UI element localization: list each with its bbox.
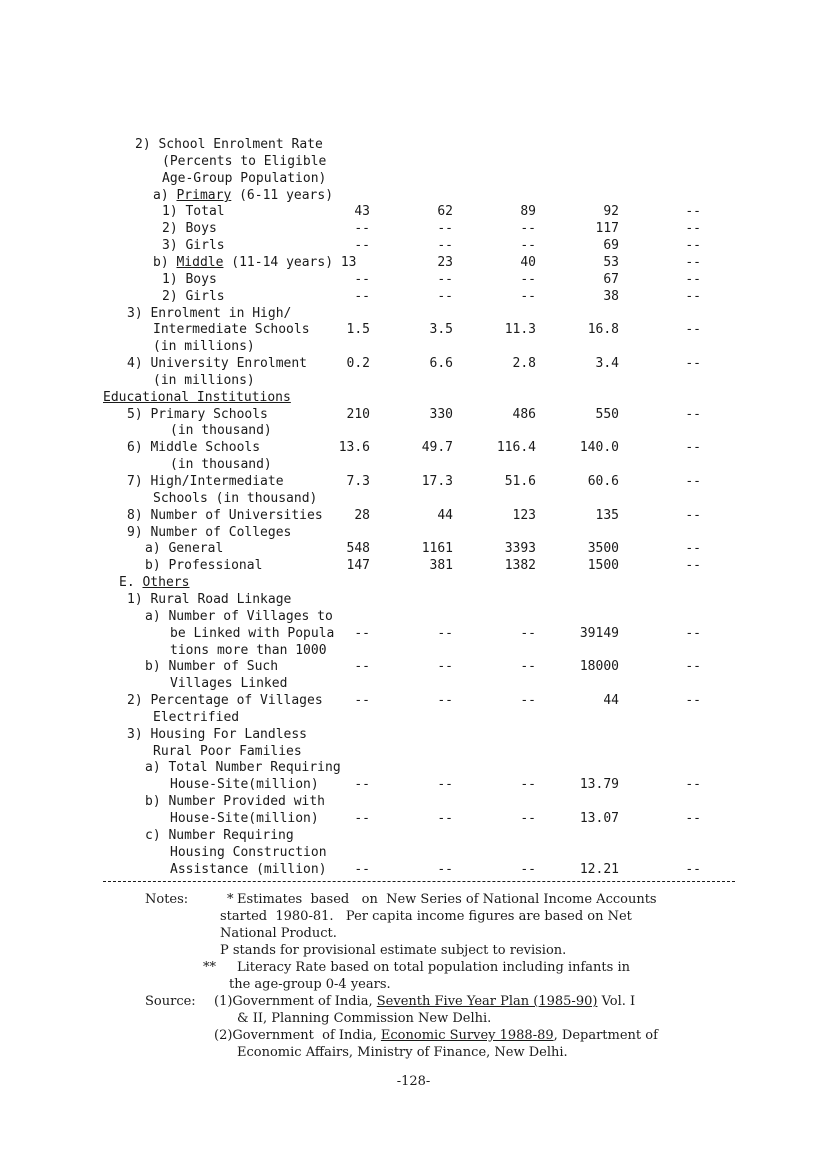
table-cell: 39149 <box>579 626 619 641</box>
table-cell: 23 <box>437 255 453 270</box>
table-cell: 44 <box>603 693 619 708</box>
table-cell: 13.07 <box>579 811 619 826</box>
table-cell: 43 <box>354 204 370 219</box>
row-label: 2) Girls <box>162 289 225 304</box>
table-cell: 135 <box>595 508 619 523</box>
table-cell: -- <box>354 777 370 792</box>
table-cell: -- <box>685 626 701 641</box>
table-cell: -- <box>685 289 701 304</box>
note-double-star-line-1: Literacy Rate based on total population including infants in <box>237 960 630 975</box>
row-label: Electrified <box>153 710 240 725</box>
table-cell: 0.2 <box>346 356 370 371</box>
table-cell: 1161 <box>421 541 453 556</box>
source-1-line-2: & II, Planning Commission New Delhi. <box>237 1011 492 1026</box>
row-label: b) Middle (11-14 years) 13 <box>153 255 357 270</box>
table-cell: 1.5 <box>346 322 370 337</box>
note-star-line-2: started 1980-81. Per capita income figures are based on Net <box>220 909 632 924</box>
row-label: be Linked with Popula <box>170 626 335 641</box>
table-cell: -- <box>685 272 701 287</box>
table-cell: -- <box>685 474 701 489</box>
row-label: 5) Primary Schools <box>127 407 268 422</box>
table-cell: 40 <box>520 255 536 270</box>
row-label: Rural Poor Families <box>153 744 302 759</box>
table-cell: 210 <box>346 407 370 422</box>
table-cell: -- <box>437 272 453 287</box>
row-label: 9) Number of Colleges <box>127 525 292 540</box>
table-cell: -- <box>354 862 370 877</box>
table-cell: -- <box>520 238 536 253</box>
row-label: Villages Linked <box>170 676 288 691</box>
table-cell: -- <box>685 221 701 236</box>
table-cell: 116.4 <box>496 440 536 455</box>
table-cell: -- <box>520 272 536 287</box>
table-cell: 7.3 <box>346 474 370 489</box>
table-cell: 89 <box>520 204 536 219</box>
table-cell: 140.0 <box>579 440 619 455</box>
source-2-line-2: Economic Affairs, Ministry of Finance, New Delhi. <box>237 1045 568 1060</box>
table-cell: 53 <box>603 255 619 270</box>
row-label: E. Others <box>119 575 190 590</box>
table-cell: -- <box>437 289 453 304</box>
table-cell: 6.6 <box>429 356 453 371</box>
table-cell: 13.6 <box>338 440 370 455</box>
table-cell: 92 <box>603 204 619 219</box>
table-cell: -- <box>685 238 701 253</box>
table-cell: -- <box>437 626 453 641</box>
table-cell: -- <box>685 558 701 573</box>
table-cell: -- <box>437 811 453 826</box>
row-label: 1) Rural Road Linkage <box>127 592 292 607</box>
row-label: 3) Housing For Landless <box>127 727 308 742</box>
row-label: (in thousand) <box>170 457 272 472</box>
table-cell: 38 <box>603 289 619 304</box>
row-label: Educational Institutions <box>103 390 291 405</box>
row-label: a) General <box>145 541 224 556</box>
source-label: Source: <box>145 994 196 1009</box>
table-cell: -- <box>520 221 536 236</box>
table-cell: -- <box>685 322 701 337</box>
row-label: (in millions) <box>153 373 255 388</box>
table-cell: 16.8 <box>587 322 619 337</box>
row-label: b) Number Provided with <box>145 794 326 809</box>
table-cell: 44 <box>437 508 453 523</box>
row-label: 8) Number of Universities <box>127 508 323 523</box>
table-cell: 17.3 <box>421 474 453 489</box>
table-cell: -- <box>685 862 701 877</box>
row-label: Housing Construction <box>170 845 327 860</box>
table-cell: 117 <box>595 221 619 236</box>
row-label: Age-Group Population) <box>162 171 327 186</box>
table-cell: -- <box>520 659 536 674</box>
table-cell: -- <box>354 659 370 674</box>
page-number: -128- <box>396 1074 431 1089</box>
table-cell: -- <box>520 693 536 708</box>
row-label: 1) Boys <box>162 272 217 287</box>
table-cell: -- <box>354 221 370 236</box>
table-cell: -- <box>520 777 536 792</box>
table-cell: -- <box>437 659 453 674</box>
table-cell: -- <box>437 221 453 236</box>
row-label: Intermediate Schools <box>153 322 310 337</box>
table-cell: -- <box>520 862 536 877</box>
table-cell: 62 <box>437 204 453 219</box>
table-cell: -- <box>685 508 701 523</box>
table-cell: 1500 <box>587 558 619 573</box>
table-cell: 60.6 <box>587 474 619 489</box>
row-label: 7) High/Intermediate <box>127 474 284 489</box>
row-label: 6) Middle Schools <box>127 440 261 455</box>
table-cell: -- <box>354 272 370 287</box>
table-cell: -- <box>685 440 701 455</box>
table-cell: -- <box>685 541 701 556</box>
table-cell: -- <box>685 659 701 674</box>
row-label: 4) University Enrolment <box>127 356 308 371</box>
row-label: b) Number of Such <box>145 659 279 674</box>
table-cell: -- <box>354 289 370 304</box>
note-provisional: P stands for provisional estimate subject to revision. <box>220 943 567 958</box>
table-cell: 330 <box>429 407 453 422</box>
note-star-line-3: National Product. <box>220 926 337 941</box>
table-cell: -- <box>520 811 536 826</box>
row-label: a) Total Number Requiring <box>145 760 341 775</box>
table-cell: 3.4 <box>595 356 619 371</box>
note-star-line-1: Estimates based on New Series of National Income Accounts <box>237 892 657 907</box>
table-cell: 11.3 <box>504 322 536 337</box>
table-cell: 381 <box>429 558 453 573</box>
table-cell: 49.7 <box>421 440 453 455</box>
table-cell: -- <box>685 255 701 270</box>
row-label: c) Number Requiring <box>145 828 294 843</box>
row-label: 2) Boys <box>162 221 217 236</box>
table-cell: -- <box>520 289 536 304</box>
table-cell: -- <box>685 811 701 826</box>
row-label: a) Number of Villages to <box>145 609 333 624</box>
table-cell: 2.8 <box>512 356 536 371</box>
row-label: Assistance (million) <box>170 862 327 877</box>
table-cell: 486 <box>512 407 536 422</box>
table-cell: 18000 <box>579 659 619 674</box>
row-label: b) Professional <box>145 558 263 573</box>
dashed-rule <box>103 881 735 882</box>
row-label: 2) Percentage of Villages <box>127 693 323 708</box>
table-cell: 51.6 <box>504 474 536 489</box>
row-label: tions more than 1000 <box>170 643 327 658</box>
row-label: Schools (in thousand) <box>153 491 318 506</box>
table-cell: -- <box>437 693 453 708</box>
table-cell: 123 <box>512 508 536 523</box>
table-cell: 67 <box>603 272 619 287</box>
table-cell: 548 <box>346 541 370 556</box>
table-cell: -- <box>685 777 701 792</box>
note-double-star-mark: ** <box>203 960 216 975</box>
row-label: House-Site(million) <box>170 811 319 826</box>
table-cell: -- <box>520 626 536 641</box>
table-cell: 69 <box>603 238 619 253</box>
table-cell: -- <box>354 626 370 641</box>
table-cell: 550 <box>595 407 619 422</box>
table-cell: 3.5 <box>429 322 453 337</box>
table-cell: -- <box>685 693 701 708</box>
table-cell: 12.21 <box>579 862 619 877</box>
table-cell: 1382 <box>504 558 536 573</box>
row-label: 2) School Enrolment Rate <box>135 137 323 152</box>
row-label: 3) Enrolment in High/ <box>127 306 292 321</box>
row-label: 1) Total <box>162 204 225 219</box>
note-star-mark: * <box>227 892 234 907</box>
table-cell: -- <box>685 356 701 371</box>
row-label: (in thousand) <box>170 423 272 438</box>
row-label: House-Site(million) <box>170 777 319 792</box>
row-label: 3) Girls <box>162 238 225 253</box>
table-cell: 3393 <box>504 541 536 556</box>
table-cell: -- <box>354 811 370 826</box>
row-label: a) Primary (6-11 years) <box>153 188 334 203</box>
row-label: (Percents to Eligible <box>162 154 327 169</box>
table-cell: -- <box>437 777 453 792</box>
table-cell: 13.79 <box>579 777 619 792</box>
row-label: (in millions) <box>153 339 255 354</box>
table-cell: 147 <box>346 558 370 573</box>
source-2: (2)Government of India, Economic Survey 1988-89, Department of <box>214 1028 658 1043</box>
source-1: (1)Government of India, Seventh Five Year Plan (1985-90) Vol. I <box>214 994 636 1009</box>
table-cell: 28 <box>354 508 370 523</box>
table-cell: 3500 <box>587 541 619 556</box>
table-cell: -- <box>437 238 453 253</box>
notes-label: Notes: <box>145 892 189 907</box>
table-cell: -- <box>354 238 370 253</box>
table-cell: -- <box>354 693 370 708</box>
table-cell: -- <box>685 204 701 219</box>
table-cell: -- <box>685 407 701 422</box>
note-double-star-line-2: the age-group 0-4 years. <box>229 977 391 992</box>
table-cell: -- <box>437 862 453 877</box>
